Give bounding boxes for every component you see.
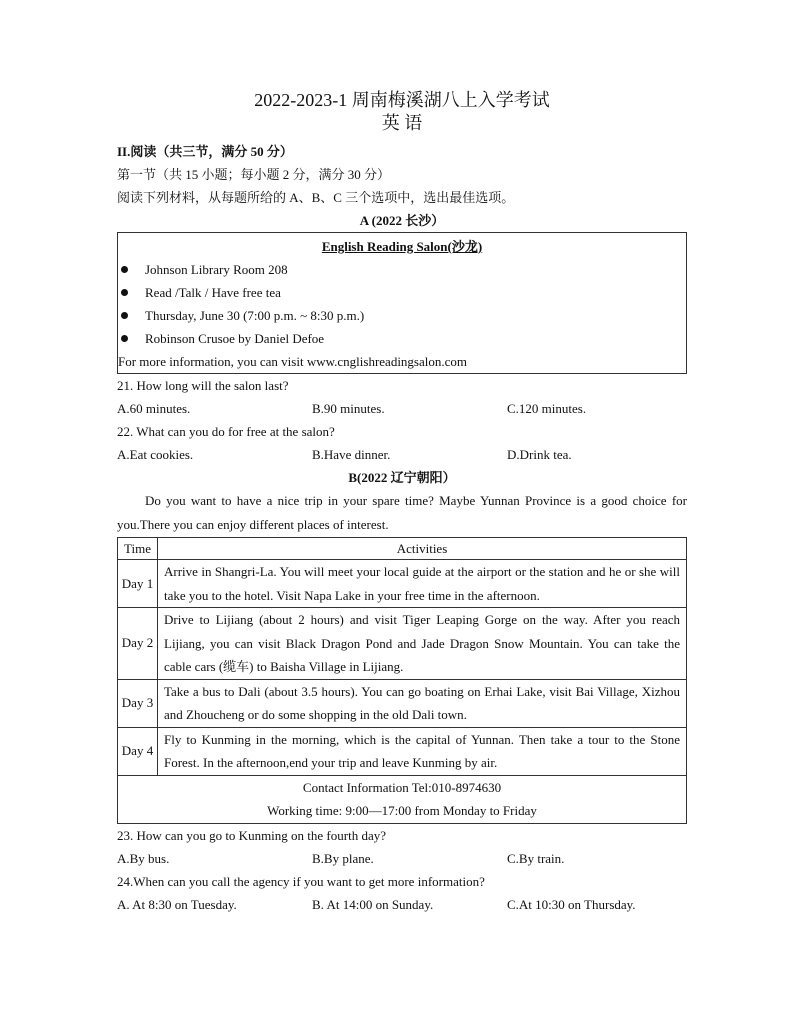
salon-info: For more information, you can visit www.cnglishreadingsalon.com [118, 354, 468, 369]
salon-bullet [118, 304, 686, 327]
activity-cell: Drive to Lijiang (about 2 hours) and visit Tiger Leaping Gorge on the way. After you reach Lijiang, you can visit Black Dragon Pond and Jade Dragon Snow Mountain. You can take the cable cars (缆车) to Baisha Village in Lijiang. [158, 608, 687, 680]
section-heading: II.阅读（共三节，满分 50 分） [117, 144, 293, 159]
working-hours: Working time: 9:00—17:00 from Monday to Friday [267, 803, 537, 818]
option-c: C.120 minutes. [507, 401, 587, 416]
question-22: 22. What can you do for free at the salon? [117, 424, 335, 439]
option-a: A.60 minutes. [117, 401, 191, 416]
options-22 [117, 443, 687, 466]
header-activities: Activities [158, 538, 687, 560]
salon-bullet-text: Read /Talk / Have free tea [145, 285, 281, 300]
table-row [118, 727, 687, 775]
passage-a-label: A (2022 长沙） [359, 213, 445, 228]
contact-cell [118, 775, 687, 823]
activity-cell: Fly to Kunming in the morning, which is the capital of Yunnan. Then take a tour to the Stone Forest. In the afternoon,end your trip and leave Kunming by air. [158, 727, 687, 775]
options-24 [117, 893, 687, 916]
salon-bullet [118, 281, 686, 304]
option-a: A. At 8:30 on Tuesday. [117, 896, 237, 912]
exam-title: 2022-2023-1 周南梅溪湖八上入学考试 [254, 90, 550, 110]
exam-page [117, 88, 687, 916]
option-d: D.Drink tea. [507, 447, 572, 462]
option-c: C.By train. [507, 850, 565, 866]
contact-row [118, 775, 687, 823]
exam-subject: 英 语 [381, 113, 423, 133]
salon-notice-box [117, 232, 687, 374]
option-b: B.By plane. [312, 850, 374, 866]
passage-b-intro: Do you want to have a nice trip in your spare time? Maybe Yunnan Province is a good choice for you.There you can enjoy different places of interest. [117, 493, 687, 532]
question-23: 23. How can you go to Kunming on the fourth day? [117, 827, 386, 843]
contact-tel: Contact Information Tel:010-8974630 [302, 779, 502, 795]
tour-table [117, 537, 687, 824]
table-row [118, 560, 687, 608]
option-b: B. At 14:00 on Sunday. [312, 896, 434, 912]
option-b: B.90 minutes. [312, 401, 385, 416]
day-cell: Day 4 [118, 727, 158, 775]
option-a: A.Eat cookies. [117, 447, 194, 462]
salon-bullet-text: Robinson Crusoe by Daniel Defoe [145, 331, 325, 346]
activity-cell: Arrive in Shangri-La. You will meet your local guide at the airport or the station and he or she will take you to the hotel. Visit Napa Lake in your free time in the afternoon. [158, 560, 687, 608]
table-row [118, 608, 687, 680]
salon-bullet [118, 327, 686, 350]
activity-cell: Take a bus to Dali (about 3.5 hours). You can go boating on Erhai Lake, visit Bai Village, Xizhou and Zhoucheng or do some shopping in the old Dali town. [158, 679, 687, 727]
table-header-row [118, 538, 687, 560]
header-time: Time [118, 538, 158, 560]
day-cell: Day 1 [118, 560, 158, 608]
options-21 [117, 397, 687, 420]
bullet-icon [121, 335, 128, 342]
question-21: 21. How long will the salon last? [117, 378, 289, 393]
salon-bullet-text: Johnson Library Room 208 [145, 262, 288, 277]
bullet-icon [121, 266, 128, 273]
instructions: 阅读下列材料，从每题所给的 A、B、C 三个选项中，选出最佳选项。 [117, 190, 515, 205]
salon-bullet [118, 258, 686, 281]
day-cell: Day 3 [118, 679, 158, 727]
passage-b-label: B(2022 辽宁朝阳） [348, 470, 456, 485]
option-c: C.At 10:30 on Thursday. [507, 896, 636, 912]
option-a: A.By bus. [117, 850, 170, 866]
day-cell: Day 2 [118, 608, 158, 680]
part-heading: 第一节（共 15 小题；每小题 2 分，满分 30 分） [117, 167, 391, 182]
salon-title: English Reading Salon(沙龙) [321, 239, 483, 254]
options-23 [117, 847, 687, 870]
table-row [118, 679, 687, 727]
option-b: B.Have dinner. [312, 447, 391, 462]
salon-bullet-text: Thursday, June 30 (7:00 p.m. ~ 8:30 p.m.) [145, 308, 365, 323]
question-24: 24.When can you call the agency if you want to get more information? [117, 873, 485, 889]
bullet-icon [121, 312, 128, 319]
bullet-icon [121, 289, 128, 296]
